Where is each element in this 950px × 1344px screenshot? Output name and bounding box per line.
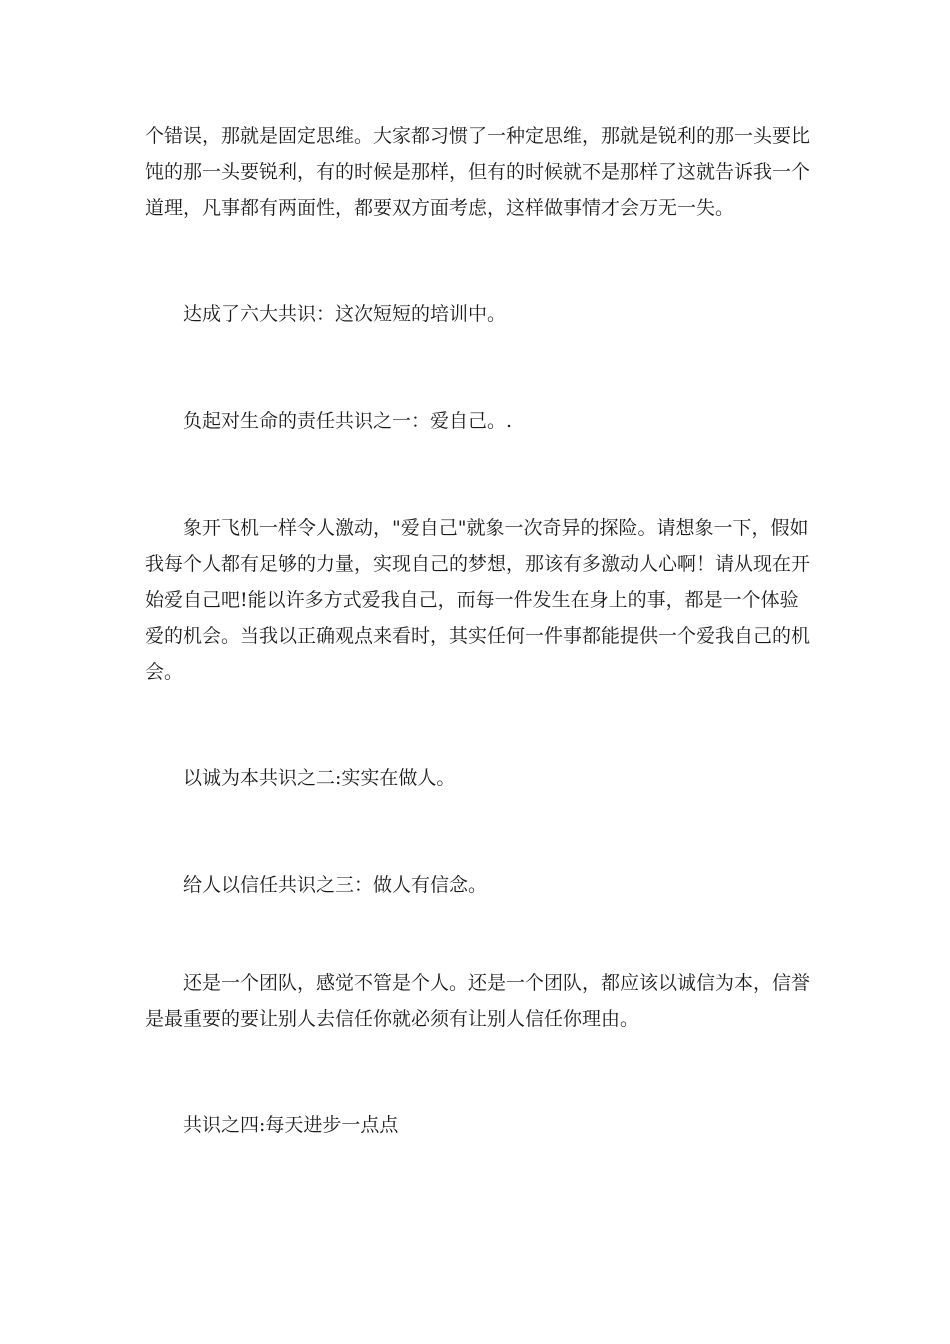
paragraph-team-trust: 还是一个团队，感觉不管是个人。还是一个团队，都应该以诚信为本，信誉是最重要的要让别人去信任你就必须有让别人信任你理由。 (145, 972, 811, 1030)
paragraph-love-self: 象开飞机一样令人激动，"爱自己"就象一次奇异的探险。请想象一下，假如我每个人都有足够的力量，实现自己的梦想，那该有多激动人心啊！请从现在开始爱自己吧!能以许多方式爱我自己，而每一件发生在身上的事，都是一个体验爱的机会。当我以正确观点来看时，其实任何一件事都能提供一个爱我自己的机会。 (145, 517, 811, 683)
paragraph-consensus-two: 以诚为本共识之二:实实在做人。 (183, 767, 456, 789)
paragraph-continuation: 个错误，那就是固定思维。大家都习惯了一种定思维，那就是锐利的那一头要比饨的那一头要锐利，有的时候是那样，但有的时候就不是那样了这就告诉我一个道理，凡事都有两面性，都要双方面考虑，这样做事情才会万无一失。 (145, 125, 811, 219)
paragraph-consensus-intro: 达成了六大共识：这次短短的培训中。 (183, 303, 507, 325)
paragraph-consensus-three: 给人以信任共识之三：做人有信念。 (183, 874, 488, 896)
paragraph-consensus-one: 负起对生命的责任共识之一：爱自己。. (183, 410, 513, 432)
paragraph-consensus-four: 共识之四:每天进步一点点 (183, 1114, 399, 1136)
